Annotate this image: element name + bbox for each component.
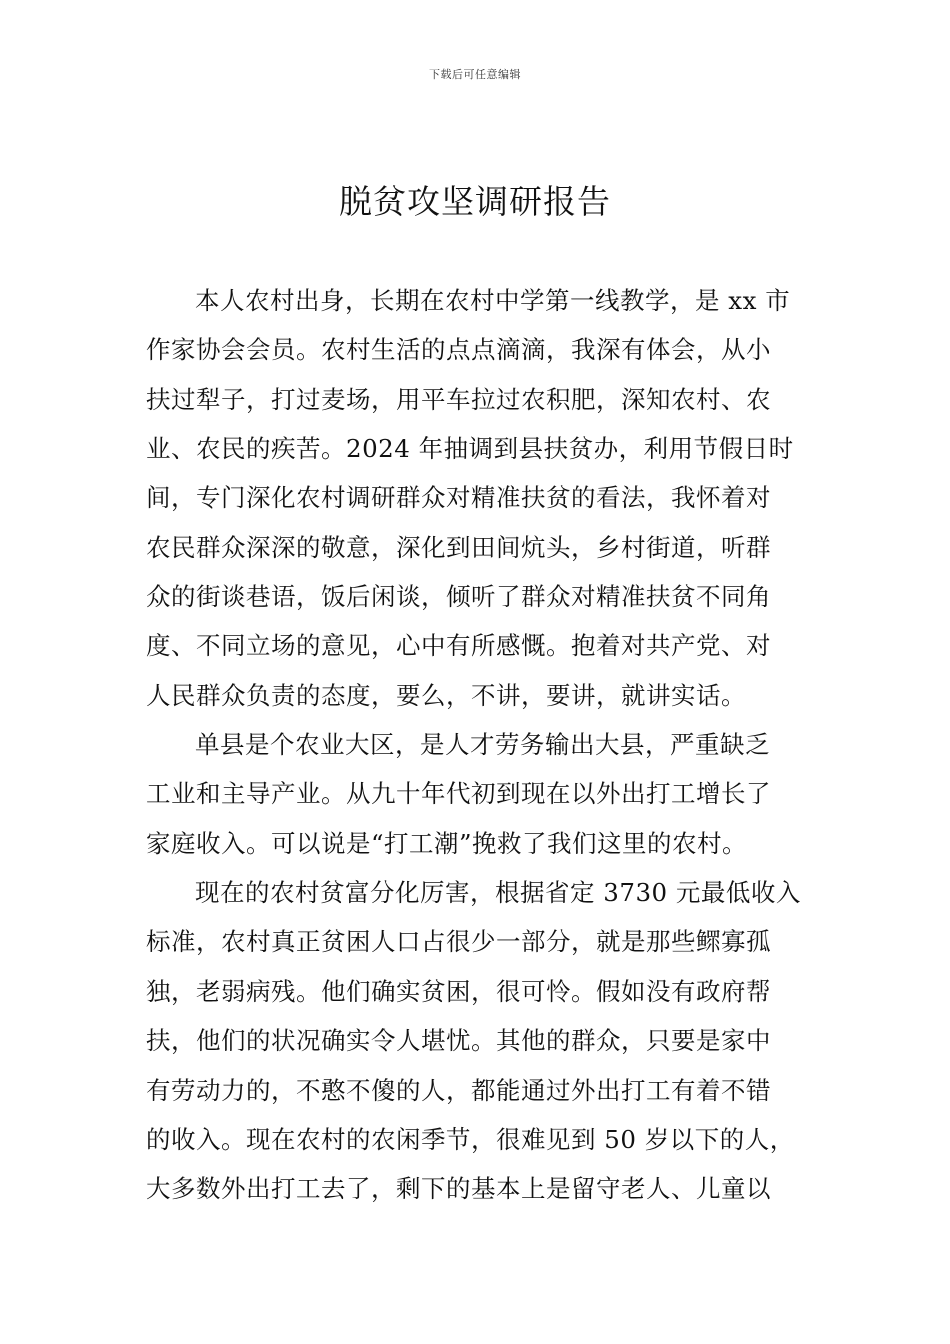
- body-text-line: 本人农村出身，长期在农村中学第一线教学，是 xx 市: [195, 286, 791, 315]
- header-note: 下载后可任意编辑: [429, 68, 521, 81]
- body-text-line: 度、不同立场的意见，心中有所感慨。抱着对共产党、对: [146, 631, 771, 661]
- body-text-line: 扶过犁子，打过麦场，用平车拉过农积肥，深知农村、农: [146, 384, 771, 414]
- body-text-line: 工业和主导产业。从九十年代初到现在以外出打工增长了: [146, 779, 771, 809]
- body-text-line: 作家协会会员。农村生活的点点滴滴，我深有体会，从小: [146, 335, 771, 365]
- body-text-line: 有劳动力的，不憨不傻的人，都能通过外出打工有着不错: [146, 1075, 771, 1105]
- document-title: 脱贫攻坚调研报告: [339, 182, 611, 221]
- body-text-line: 大多数外出打工去了，剩下的基本上是留守老人、儿童以: [146, 1174, 771, 1204]
- body-text-line: 众的街谈巷语，饭后闲谈，倾听了群众对精准扶贫不同角: [146, 582, 771, 612]
- body-text-line: 家庭收入。可以说是“打工潮”挽救了我们这里的农村。: [146, 828, 748, 858]
- body-text-line: 业、农民的疾苦。2024 年抽调到县扶贫办，利用节假日时: [146, 434, 794, 464]
- body-text-line: 的收入。现在农村的农闲季节，很难见到 50 岁以下的人，: [146, 1124, 795, 1154]
- body-text-line: 标准，农村真正贫困人口占很少一部分，就是那些鳏寡孤: [146, 927, 771, 957]
- body-text-line: 现在的农村贫富分化厉害，根据省定 3730 元最低收入: [195, 878, 801, 908]
- body-text-line: 间，专门深化农村调研群众对精准扶贫的看法，我怀着对: [146, 483, 771, 513]
- body-text-line: 独，老弱病残。他们确实贫困，很可怜。假如没有政府帮: [146, 976, 771, 1006]
- body-text-line: 单县是个农业大区，是人才劳务输出大县，严重缺乏: [195, 730, 770, 760]
- body-text-line: 扶，他们的状况确实令人堪忧。其他的群众，只要是家中: [146, 1026, 771, 1056]
- document-body: [146, 276, 810, 1214]
- body-text-line: 人民群众负责的态度，要么，不讲，要讲，就讲实话。: [146, 680, 746, 710]
- body-text-line: 农民群众深深的敬意，深化到田间炕头，乡村街道，听群: [146, 532, 771, 562]
